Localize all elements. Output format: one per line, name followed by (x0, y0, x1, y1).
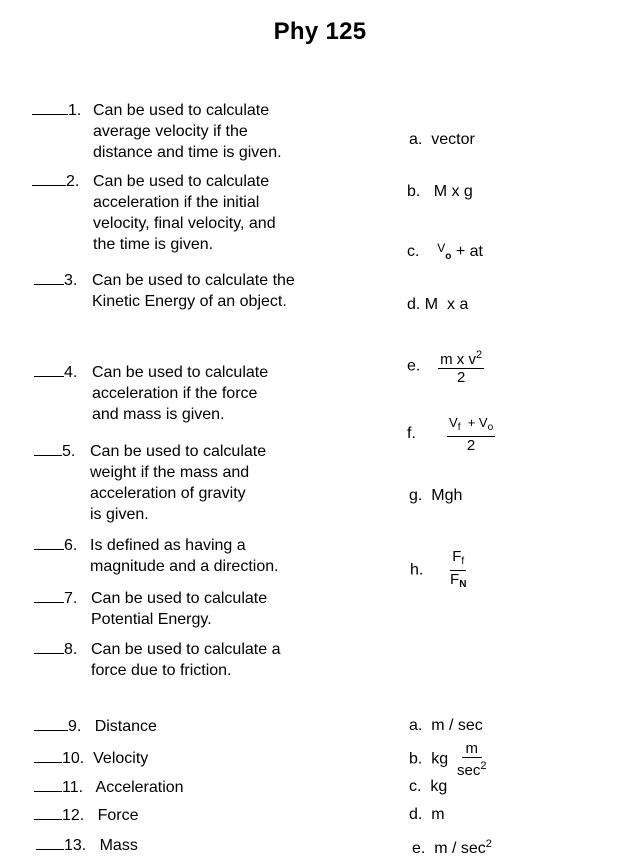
question-7 (34, 588, 364, 632)
question-number: 3. (64, 272, 78, 289)
question-number: 13. (64, 837, 87, 854)
option-f (407, 414, 495, 454)
option-a (409, 130, 475, 150)
question-3 (34, 270, 364, 316)
symbol: F (450, 571, 460, 588)
answer-blank[interactable] (36, 835, 64, 850)
option-letter: g. (409, 487, 423, 504)
plus: + (467, 415, 476, 430)
option-h (410, 548, 466, 593)
option-letter: b. (407, 183, 421, 200)
subscript: o (487, 422, 494, 433)
unit-a (409, 716, 483, 736)
option-text: + at (455, 243, 483, 260)
answer-blank[interactable] (34, 270, 64, 285)
subscript: f (457, 422, 461, 433)
question-11 (34, 777, 184, 798)
question-9 (34, 716, 157, 737)
answer-blank[interactable] (34, 716, 68, 731)
subscript: o (445, 251, 452, 262)
question-2 (32, 171, 362, 257)
question-text: Distance (94, 718, 157, 735)
symbol: V (449, 415, 458, 430)
option-letter: b. (409, 750, 423, 768)
question-text: Can be used to calculate the Kinetic Energy of an object. (92, 272, 295, 310)
unit-d (409, 805, 445, 825)
option-e (407, 347, 484, 386)
question-13 (36, 835, 138, 856)
unit-e (412, 834, 492, 859)
question-4 (34, 362, 364, 428)
question-text: Can be used to calculate acceleration if the initial velocity, final velocity, and the time is given. (93, 173, 276, 253)
question-text: Can be used to calculate Potential Energy. (91, 590, 268, 628)
question-number: 12. (62, 807, 85, 824)
question-number: 11. (62, 779, 84, 796)
option-letter: d. (407, 296, 421, 313)
option-text: Mgh (431, 487, 463, 504)
question-text: Can be used to calculate weight if the mass and acceleration of gravity is given. (90, 443, 267, 523)
question-number: 2. (66, 173, 80, 190)
option-letter: h. (410, 561, 424, 579)
symbol: F (452, 548, 462, 565)
exponent: 2 (485, 838, 492, 850)
denominator: sec (457, 762, 481, 779)
denominator: 2 (456, 369, 466, 386)
option-text: vector (431, 131, 475, 148)
denominator: 2 (466, 437, 476, 454)
option-letter: e. (407, 357, 421, 375)
question-5 (34, 441, 364, 527)
answer-blank[interactable] (34, 535, 64, 550)
subscript: f (461, 556, 465, 567)
answer-blank[interactable] (34, 362, 64, 377)
question-1 (32, 100, 362, 166)
unit-b (409, 740, 487, 779)
unit-c (409, 777, 447, 797)
fraction (447, 414, 495, 454)
option-d (407, 295, 468, 315)
option-letter: e. (412, 840, 426, 857)
answer-blank[interactable] (34, 748, 62, 763)
question-text: Force (97, 807, 139, 824)
question-text: Acceleration (95, 779, 184, 796)
question-10 (34, 748, 148, 769)
fraction (457, 740, 486, 779)
option-text: m (431, 806, 445, 823)
question-text: Mass (99, 837, 138, 854)
question-number: 6. (64, 537, 78, 554)
question-6 (34, 535, 364, 579)
option-text: M x a (424, 296, 469, 313)
question-number: 9. (68, 718, 82, 735)
question-text: Can be used to calculate a force due to friction. (91, 641, 281, 679)
answer-blank[interactable] (34, 441, 62, 456)
question-8 (34, 639, 364, 683)
answer-blank[interactable] (34, 777, 62, 792)
answer-blank[interactable] (34, 805, 62, 820)
option-letter: f. (407, 425, 416, 442)
option-c (407, 238, 483, 267)
question-number: 8. (64, 641, 78, 658)
question-text: Velocity (93, 750, 149, 767)
option-letter: c. (407, 243, 420, 260)
answer-blank[interactable] (34, 588, 64, 603)
option-text: m / sec (431, 717, 483, 734)
fraction (450, 548, 466, 593)
page-title: Phy 125 (273, 18, 367, 45)
question-number: 10. (62, 750, 85, 767)
option-letter: a. (409, 131, 423, 148)
exponent: 2 (480, 760, 487, 772)
fraction (438, 347, 484, 386)
subscript: N (459, 579, 467, 590)
answer-blank[interactable] (34, 639, 64, 654)
question-text: Can be used to calculate acceleration if the force and mass is given. (92, 364, 269, 423)
option-text: M x g (433, 183, 473, 200)
option-letter: c. (409, 778, 422, 795)
question-number: 1. (68, 102, 82, 119)
velocity-symbol: V (437, 241, 446, 255)
unit-kg: kg (431, 750, 449, 768)
question-text: Can be used to calculate average velocity if the distance and time is given. (93, 102, 282, 161)
answer-blank[interactable] (32, 171, 66, 186)
symbol: V (478, 415, 488, 430)
option-letter: a. (409, 717, 423, 734)
question-number: 4. (64, 364, 78, 381)
option-text: kg (430, 778, 448, 795)
exponent: 2 (475, 349, 483, 361)
answer-blank[interactable] (32, 100, 68, 115)
option-letter: d. (409, 806, 423, 823)
numerator: m x v (440, 351, 476, 368)
question-number: 5. (62, 443, 76, 460)
option-g (409, 486, 462, 506)
option-b (407, 182, 473, 202)
numerator: m (462, 740, 483, 758)
question-number: 7. (64, 590, 78, 607)
question-text: Is defined as having a magnitude and a direction. (90, 537, 279, 575)
option-text: m / sec (434, 840, 486, 857)
question-12 (34, 805, 139, 826)
